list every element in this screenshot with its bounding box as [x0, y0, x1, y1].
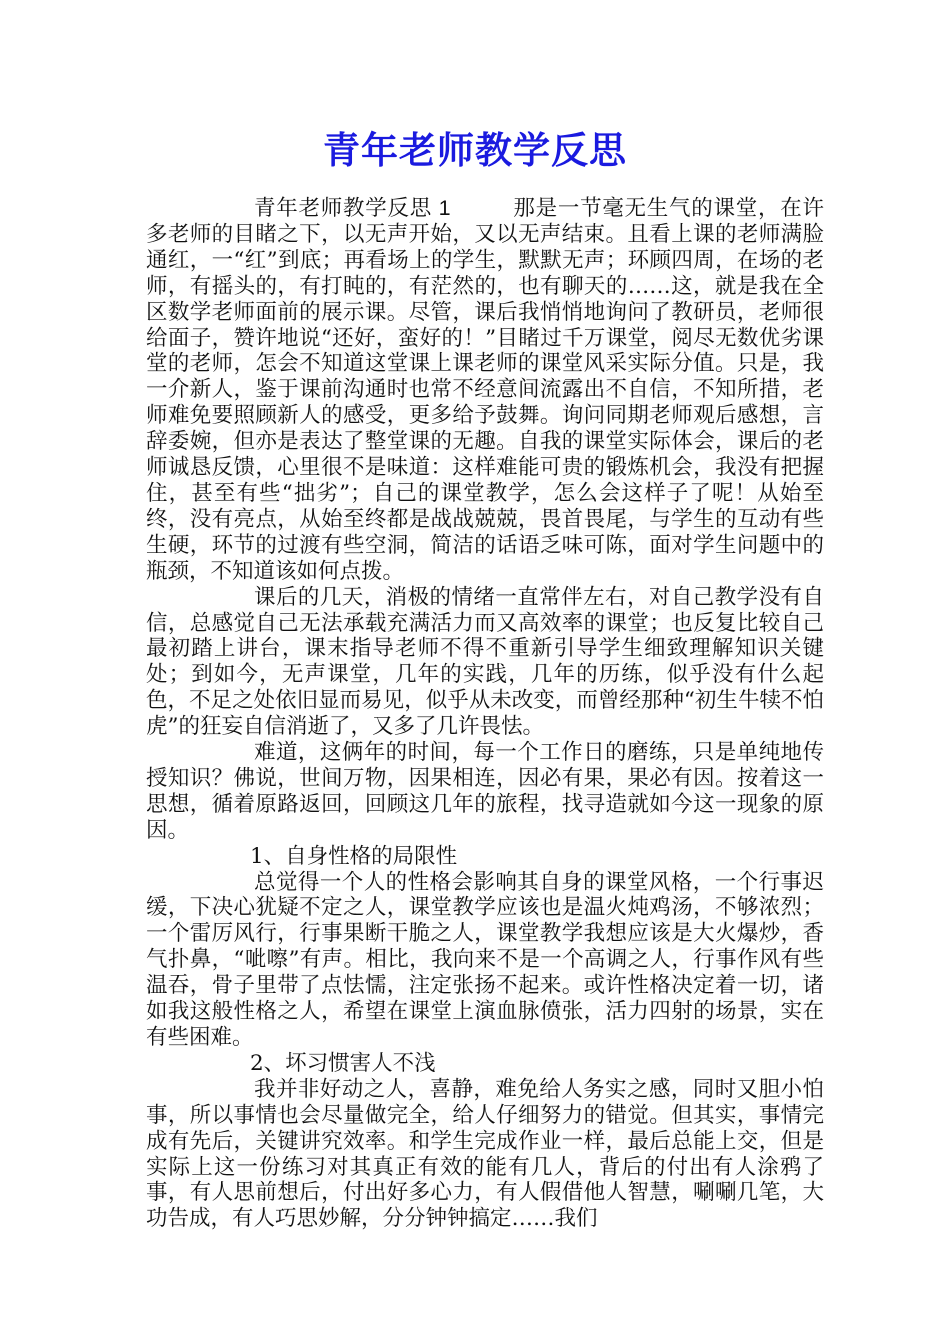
lead-paragraph — [146, 196, 824, 585]
paragraph: 我并非好动之人，喜静，难免给人务实之感，同时又胆小怕事，所以事情也会尽量做完全，给人仔细努力的错觉。但其实，事情完成有先后，关键讲究效率。和学生完成作业一样，最后总能上交，但是实际上这一份练习对其真正有效的能有几人，背后的付出有人涂鸦了事，有人思前想后，付出好多心力，有人假借他人智慧，唰唰几笔，大功告成，有人巧思妙解，分分钟钟搞定……我们 — [146, 1076, 824, 1232]
section-label: 青年老师教学反思 1 — [254, 196, 451, 220]
section-heading-text: 1、自身性格的局限性 — [250, 843, 458, 869]
section-heading — [146, 844, 824, 870]
paragraph: 总觉得一个人的性格会影响其自身的课堂风格，一个行事迟缓，下决心犹疑不定之人，课堂教学应该也是温火炖鸡汤，不够浓烈；一个雷厉风行，行事果断干脆之人，课堂教学我想应该是大火爆炒，香气扑鼻，“呲嚓”有声。相比，我向来不是一个高调之人，行事作风有些温吞，骨子里带了点怯懦，注定张扬不起来。或许性格决定着一切，诸如我这般性格之人，希望在课堂上演血脉偾张，活力四射的场景，实在有些困难。 — [146, 869, 824, 1050]
lead-paragraph-text: 那是一节毫无生气的课堂，在许多老师的目睹之下，以无声开始，又以无声结束。且看上课的老师满脸通红，一“红”到底；再看场上的学生，默默无声；环顾四周，在场的老师，有摇头的，有打盹的，有茫然的，也有聊天的……这，就是我在全区数学老师面前的展示课。尽管，课后我悄悄地询问了教研员，老师很给面子，赞许地说“还好，蛮好的！”目睹过千万课堂，阅尽无数优劣课堂的老师，怎会不知道这堂课上课老师的课堂风采实际分值。只是，我一介新人，鉴于课前沟通时也常不经意间流露出不自信，不知所措，老师难免要照顾新人的感受，更多给予鼓舞。询问同期老师观后感想，言辞委婉，但亦是表达了整堂课的无趣。自我的课堂实际体会，课后的老师诚恳反馈，心里很不是味道：这样难能可贵的锻炼机会，我没有把握住，甚至有些“拙劣”；自己的课堂教学，怎么会这样子了呢！从始至终，没有亮点，从始至终都是战战兢兢，畏首畏尾，与学生的互动有些生硬，环节的过渡有些空洞，简洁的话语乏味可陈，面对学生问题中的瓶颈，不知道该如何点拨。 — [146, 196, 824, 584]
paragraph: 难道，这俩年的时间，每一个工作日的磨练，只是单纯地传授知识？佛说，世间万物，因果相连，因必有果，果必有因。按着这一思想，循着原路返回，回顾这几年的旅程，找寻造就如今这一现象的原因。 — [146, 740, 824, 843]
section-heading-text: 2、坏习惯害人不浅 — [250, 1050, 436, 1076]
document-title: 青年老师教学反思 — [323, 128, 627, 172]
section-heading — [146, 1051, 824, 1077]
document-body — [146, 196, 824, 1232]
paragraph: 课后的几天，消极的情绪一直常伴左右，对自己教学没有自信，总感觉自己无法承载充满活力而又高效率的课堂；也反复比较自己最初踏上讲台，课末指导老师不得不重新引导学生细致理解知识关键处；到如今，无声课堂，几年的实践，几年的历练，似乎没有什么起色，不足之处依旧显而易见，似乎从未改变，而曾经那种“初生牛犊不怕虎”的狂妄自信消逝了，又多了几许畏怯。 — [146, 584, 824, 740]
